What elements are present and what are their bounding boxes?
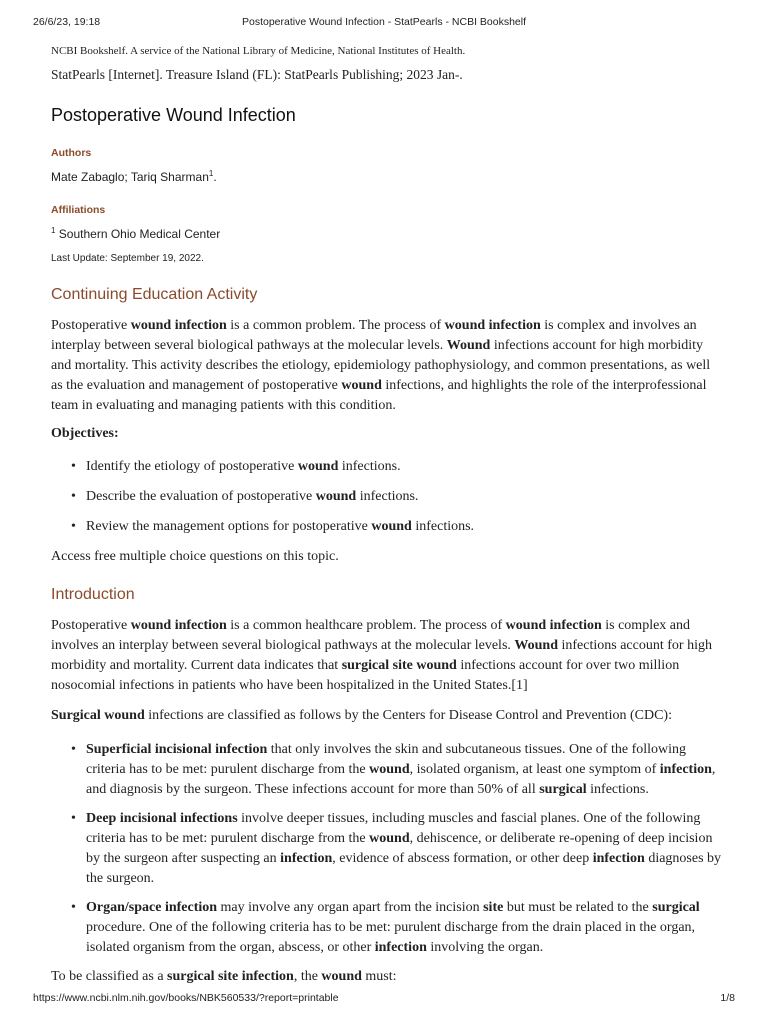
objectives-label: Objectives: bbox=[51, 426, 119, 441]
bold-term: Organ/space infection bbox=[86, 900, 218, 915]
author-names[interactable]: Mate Zabaglo; Tariq Sharman bbox=[51, 170, 209, 184]
bold-term: Deep incisional infections bbox=[86, 811, 238, 826]
bold-term: wound infection bbox=[444, 318, 541, 333]
bold-term: surgical bbox=[539, 782, 587, 797]
bold-term: wound bbox=[369, 762, 410, 777]
bold-term: wound bbox=[315, 489, 357, 504]
section-heading-continuing-education: Continuing Education Activity bbox=[51, 286, 258, 303]
author-affiliation-ref: 1 bbox=[208, 169, 214, 178]
author-suffix: . bbox=[213, 170, 217, 184]
bold-term: site bbox=[483, 900, 504, 915]
bold-term: infection bbox=[280, 851, 333, 866]
print-footer bbox=[33, 992, 735, 1008]
print-datetime: 26/6/23, 19:18 bbox=[33, 16, 101, 28]
intro-paragraph-3: To be classified as a surgical site infection, the wound must: bbox=[51, 969, 397, 984]
bullet-icon: • bbox=[71, 519, 76, 534]
bold-term: wound bbox=[341, 378, 382, 393]
citation: StatPearls [Internet]. Treasure Island (FL): StatPearls Publishing; 2023 Jan-. bbox=[51, 67, 463, 82]
affiliations-label: Affiliations bbox=[51, 204, 106, 216]
bold-term: Wound bbox=[446, 338, 491, 353]
affiliation-name: Southern Ohio Medical Center bbox=[58, 227, 221, 241]
bold-term: wound bbox=[321, 969, 362, 984]
intro-paragraph-2: Surgical wound infections are classified as follows by the Centers for Disease Control and Prevention (CDC): bbox=[51, 708, 672, 723]
bold-term: wound bbox=[371, 519, 412, 534]
print-page-number: 1/8 bbox=[720, 992, 735, 1004]
authors bbox=[51, 169, 723, 185]
cea-paragraph: Postoperative wound infection is a common problem. The process of wound infection is complex and involves an interplay between several biological pathways at the molecular levels. Wound infections account for high morbidity and mortality. This activity describes the etiology, epidemiology pathophysiology, and common presentations, as well as the evaluation and management of postoperative wound infections, and highlights the role of the interprofessional team in evaluating and managing patients with this condition. bbox=[51, 318, 711, 413]
list-item: • Superficial incisional infection that only involves the skin and subcutaneous tissues. One of the following criteria has to be met: purulent discharge from the wound, isolated organism, at least one symptom of infection, and diagnosis by the surgeon. These infections account for more than 50% of all surgical infections. bbox=[71, 742, 716, 797]
infection-classes-list bbox=[51, 740, 723, 958]
list-item: • Describe the evaluation of postoperative wound infections. bbox=[86, 487, 723, 507]
page-title: Postoperative Wound Infection bbox=[51, 105, 296, 125]
print-url[interactable]: https://www.ncbi.nlm.nih.gov/books/NBK560533/?report=printable bbox=[33, 992, 339, 1004]
bullet-icon: • bbox=[71, 900, 76, 915]
bold-term: surgical site infection bbox=[167, 969, 294, 984]
bullet-icon: • bbox=[71, 742, 76, 757]
bold-term: infection bbox=[659, 762, 712, 777]
list-item: • Identify the etiology of postoperative wound infections. bbox=[86, 457, 723, 477]
bullet-icon: • bbox=[71, 489, 76, 504]
affiliation-number: 1 bbox=[51, 226, 56, 235]
objectives-list bbox=[51, 457, 723, 537]
print-header bbox=[33, 16, 735, 32]
bold-term: Wound bbox=[514, 638, 558, 653]
intro-paragraph-1: Postoperative wound infection is a common healthcare problem. The process of wound infection is complex and involves an interplay between several biological pathways at the molecular levels. Wound infections account for high morbidity and mortality. Current data indicates that surgical site wound infections account for over two million nosocomial infections in patients who have been hospitalized in the United States.[1] bbox=[51, 618, 712, 693]
bold-term: surgical site wound bbox=[341, 658, 457, 673]
affiliation bbox=[51, 226, 723, 242]
section-heading-introduction: Introduction bbox=[51, 586, 135, 603]
list-item: • Deep incisional infections involve deeper tissues, including muscles and fascial planes. One of the following criteria has to be met: purulent discharge from the wound, dehiscence, or deliberate re-opening of deep incision by the surgeon after suspecting an infection, evidence of abscess formation, or other deep infection diagnoses by the surgeon. bbox=[71, 811, 722, 886]
list-item: • Organ/space infection may involve any organ apart from the incision site but must be related to the surgical procedure. One of the following criteria has to be met: purulent discharge from the drain placed in the organ, isolated organism from the organ, abscess, or other infection involving the organ. bbox=[71, 900, 700, 955]
access-questions-link[interactable]: Access free multiple choice questions on this topic. bbox=[51, 549, 339, 564]
list-item: • Review the management options for postoperative wound infections. bbox=[86, 517, 723, 537]
bookshelf-attribution: NCBI Bookshelf. A service of the National Library of Medicine, National Institutes of Health. bbox=[51, 45, 466, 57]
bold-term: infection bbox=[592, 851, 645, 866]
authors-label: Authors bbox=[51, 147, 92, 159]
bold-term: Superficial incisional infection bbox=[86, 742, 268, 757]
bullet-icon: • bbox=[71, 459, 76, 474]
bold-term: wound bbox=[369, 831, 410, 846]
bold-term: wound infection bbox=[505, 618, 602, 633]
last-update: Last Update: September 19, 2022. bbox=[51, 253, 204, 264]
bold-term: wound infection bbox=[130, 618, 227, 633]
bold-term: surgical bbox=[652, 900, 700, 915]
bold-term: Surgical wound bbox=[51, 708, 145, 723]
bold-term: wound bbox=[297, 459, 339, 474]
bold-term: wound infection bbox=[130, 318, 227, 333]
bold-term: infection bbox=[374, 940, 427, 955]
document-page bbox=[51, 44, 723, 987]
bullet-icon: • bbox=[71, 811, 76, 826]
print-page-title: Postoperative Wound Infection - StatPearls - NCBI Bookshelf bbox=[241, 16, 527, 28]
